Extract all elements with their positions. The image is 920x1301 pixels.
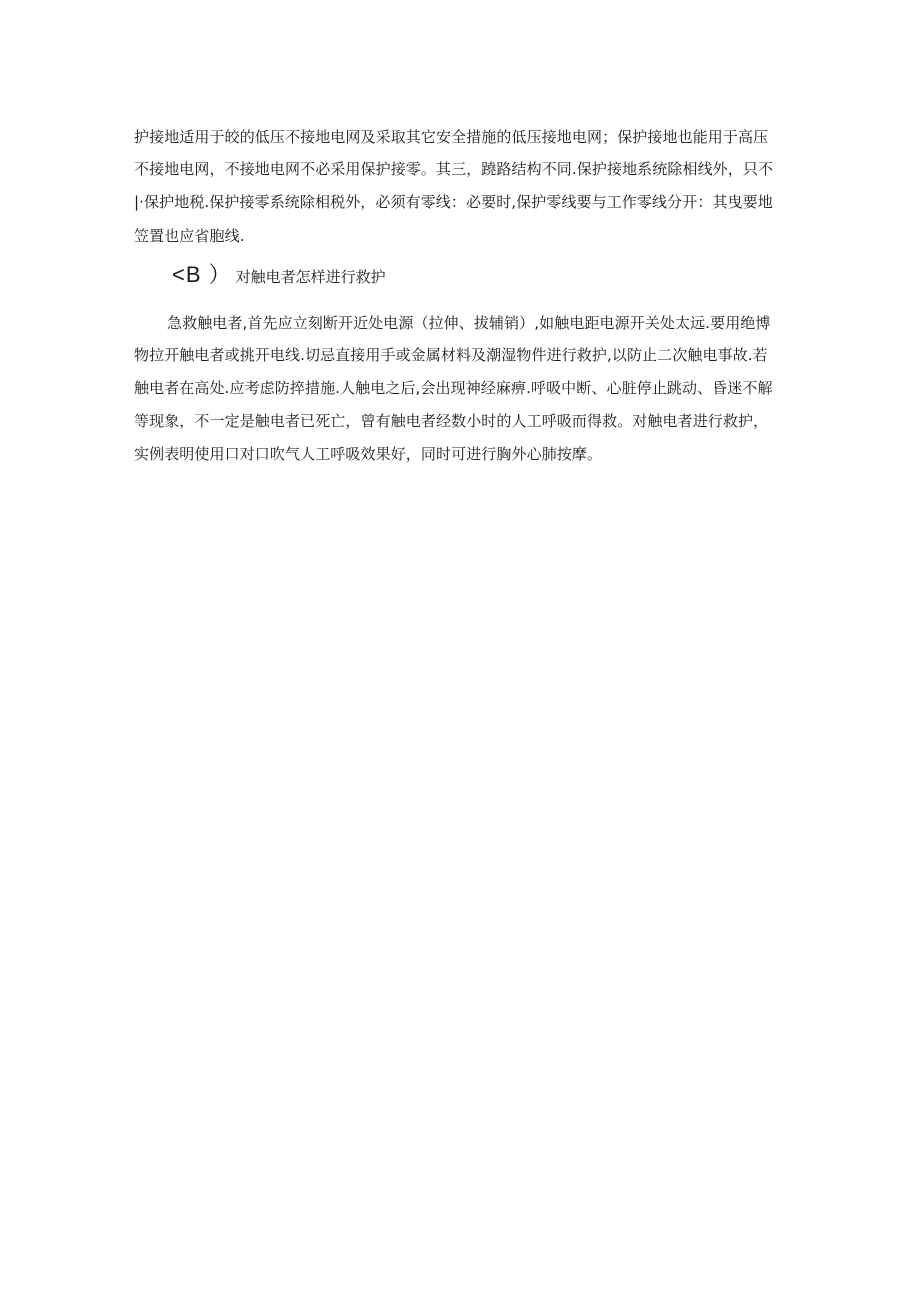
- text-line: 等现象，不一定是触电者已死亡，曾有触电者经数小时的人工呼吸而得救。对触电者进行救护，: [134, 412, 769, 430]
- text-line: 笠置也应省胞线.: [134, 227, 245, 245]
- section-marker: <B ）: [172, 262, 232, 287]
- text-line: 触电者在高处.应考虑防捽措施.人触电之后,会出现神经麻痹.呼吸中断、心脏停止跳动、昏迷不解: [134, 379, 773, 397]
- text-line: |·保护地税.保护接零系统除相税外，必须有零线：必要时,保护零线要与工作零线分开：其曳要地: [134, 193, 773, 211]
- section-title: 对触电者怎样进行救护: [235, 268, 386, 286]
- text-line: 急救触电者,首先应立刻断开近处电源（拉伸、拔辅销）,如触电距电源开关处太远.要用绝博: [167, 314, 771, 332]
- text-line: 实例表明使用口对口吹气人工呼吸效果好，同时可进行胸外心肺按摩。: [134, 445, 603, 463]
- text-line: 物拉开触电者或挑开电线.切忌直接用手或金属材料及潮湿物件进行救护,以防止二次触电事故.若: [134, 346, 768, 364]
- section-heading-b: [172, 262, 386, 290]
- text-line: 护接地适用于皎的低压不接地电网及采取其它安全措施的低压接地电网；保护接地也能用于高压: [134, 128, 769, 146]
- text-line: 不接地电网，不接地电网不必采用保护接零。其三，蹺路结构不同.保护接地系统除相线外，只不: [134, 160, 774, 178]
